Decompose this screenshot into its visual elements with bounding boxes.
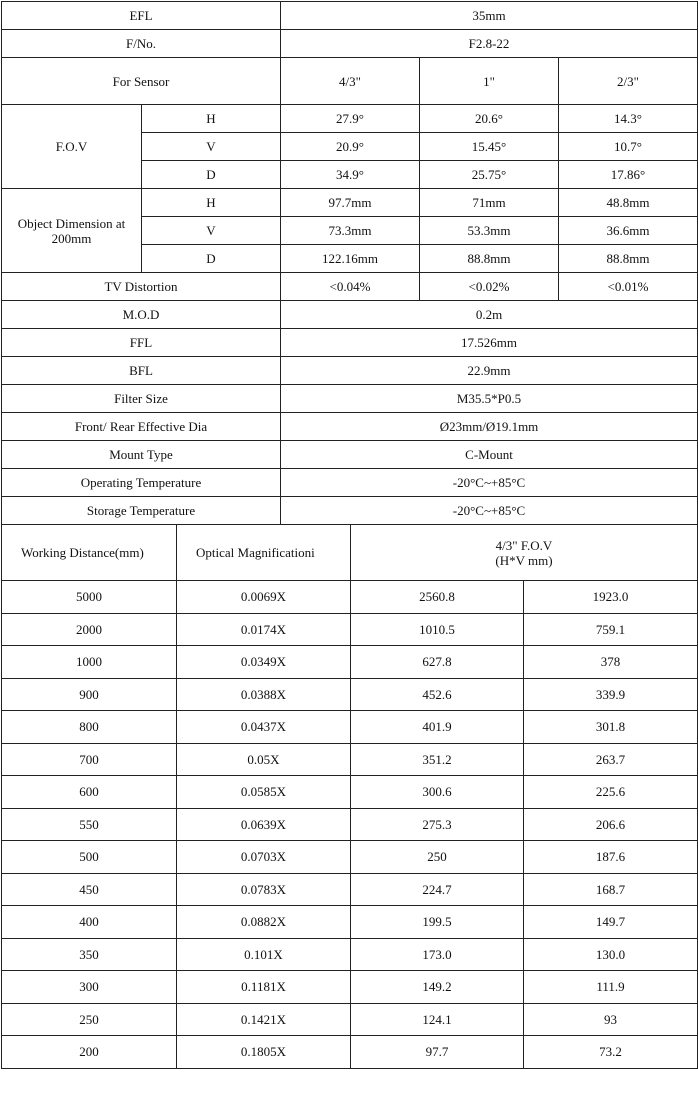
spec-row-operating-temp bbox=[2, 469, 698, 497]
fov-h-cell: 275.3 bbox=[351, 808, 524, 841]
effective-dia-label: Front/ Rear Effective Dia bbox=[2, 413, 281, 441]
working-distance-cell: 2000 bbox=[2, 613, 177, 646]
magnification-cell: 0.0783X bbox=[177, 873, 351, 906]
tv-distortion-value: <0.02% bbox=[420, 273, 559, 301]
objdim-value: 36.6mm bbox=[559, 217, 698, 245]
table-row bbox=[2, 711, 698, 744]
fov-header-line2: (H*V mm) bbox=[495, 552, 553, 568]
table-row bbox=[2, 906, 698, 939]
working-distance-cell: 550 bbox=[2, 808, 177, 841]
sensor-col-4-3: 4/3" bbox=[281, 58, 420, 105]
ffl-value: 17.526mm bbox=[281, 329, 698, 357]
objdim-row-h bbox=[2, 189, 698, 217]
magnification-cell: 0.0585X bbox=[177, 776, 351, 809]
fov-h-cell: 401.9 bbox=[351, 711, 524, 744]
objdim-value: 122.16mm bbox=[281, 245, 420, 273]
tv-distortion-value: <0.01% bbox=[559, 273, 698, 301]
table-row bbox=[2, 1036, 698, 1069]
fov-v-cell: 149.7 bbox=[524, 906, 698, 939]
spec-row-sensor bbox=[2, 58, 698, 105]
fov-axis: H bbox=[142, 105, 281, 133]
objdim-value: 53.3mm bbox=[420, 217, 559, 245]
fov-value: 10.7° bbox=[559, 133, 698, 161]
working-distance-table bbox=[1, 524, 698, 1069]
sensor-label: For Sensor bbox=[2, 58, 281, 105]
fov-v-cell: 225.6 bbox=[524, 776, 698, 809]
objdim-axis: D bbox=[142, 245, 281, 273]
fov-axis: V bbox=[142, 133, 281, 161]
fov-header-line1: 4/3" F.O.V bbox=[495, 537, 553, 553]
fov-h-cell: 124.1 bbox=[351, 1003, 524, 1036]
working-distance-header-row bbox=[2, 525, 698, 581]
filter-size-label: Filter Size bbox=[2, 385, 281, 413]
efl-label: EFL bbox=[2, 2, 281, 30]
table-row bbox=[2, 971, 698, 1004]
fov-v-cell: 301.8 bbox=[524, 711, 698, 744]
efl-value: 35mm bbox=[281, 2, 698, 30]
fov-h-cell: 300.6 bbox=[351, 776, 524, 809]
spec-row-tv-distortion bbox=[2, 273, 698, 301]
spec-row-mount-type bbox=[2, 441, 698, 469]
table-row bbox=[2, 678, 698, 711]
operating-temp-value: -20°C~+85°C bbox=[281, 469, 698, 497]
magnification-cell: 0.1421X bbox=[177, 1003, 351, 1036]
objdim-value: 88.8mm bbox=[420, 245, 559, 273]
fno-label: F/No. bbox=[2, 30, 281, 58]
tv-distortion-value: <0.04% bbox=[281, 273, 420, 301]
fov-value: 25.75° bbox=[420, 161, 559, 189]
fov-h-cell: 1010.5 bbox=[351, 613, 524, 646]
bfl-value: 22.9mm bbox=[281, 357, 698, 385]
magnification-cell: 0.0388X bbox=[177, 678, 351, 711]
spec-row-fno bbox=[2, 30, 698, 58]
table-row bbox=[2, 613, 698, 646]
spec-row-bfl bbox=[2, 357, 698, 385]
spec-row-ffl bbox=[2, 329, 698, 357]
working-distance-cell: 200 bbox=[2, 1036, 177, 1069]
fno-value: F2.8-22 bbox=[281, 30, 698, 58]
storage-temp-value: -20°C~+85°C bbox=[281, 497, 698, 525]
working-distance-cell: 350 bbox=[2, 938, 177, 971]
fov-h-cell: 97.7 bbox=[351, 1036, 524, 1069]
fov-h-cell: 250 bbox=[351, 841, 524, 874]
magnification-cell: 0.0882X bbox=[177, 906, 351, 939]
working-distance-cell: 1000 bbox=[2, 646, 177, 679]
table-row bbox=[2, 938, 698, 971]
spec-row-mod bbox=[2, 301, 698, 329]
working-distance-cell: 900 bbox=[2, 678, 177, 711]
objdim-axis: V bbox=[142, 217, 281, 245]
objdim-axis: H bbox=[142, 189, 281, 217]
objdim-value: 97.7mm bbox=[281, 189, 420, 217]
fov-v-cell: 187.6 bbox=[524, 841, 698, 874]
effective-dia-value: Ø23mm/Ø19.1mm bbox=[281, 413, 698, 441]
table-row bbox=[2, 808, 698, 841]
bfl-label: BFL bbox=[2, 357, 281, 385]
magnification-cell: 0.1181X bbox=[177, 971, 351, 1004]
fov-value: 20.6° bbox=[420, 105, 559, 133]
fov-value: 20.9° bbox=[281, 133, 420, 161]
fov-value: 27.9° bbox=[281, 105, 420, 133]
fov-v-cell: 759.1 bbox=[524, 613, 698, 646]
fov-h-cell: 149.2 bbox=[351, 971, 524, 1004]
fov-v-cell: 206.6 bbox=[524, 808, 698, 841]
fov-value: 17.86° bbox=[559, 161, 698, 189]
fov-v-cell: 73.2 bbox=[524, 1036, 698, 1069]
storage-temp-label: Storage Temperature bbox=[2, 497, 281, 525]
magnification-cell: 0.0639X bbox=[177, 808, 351, 841]
mount-type-value: C-Mount bbox=[281, 441, 698, 469]
working-distance-cell: 250 bbox=[2, 1003, 177, 1036]
filter-size-value: M35.5*P0.5 bbox=[281, 385, 698, 413]
working-distance-cell: 400 bbox=[2, 906, 177, 939]
table-row bbox=[2, 646, 698, 679]
mod-value: 0.2m bbox=[281, 301, 698, 329]
fov-v-cell: 168.7 bbox=[524, 873, 698, 906]
working-distance-cell: 5000 bbox=[2, 581, 177, 614]
table-row bbox=[2, 873, 698, 906]
table-row bbox=[2, 1003, 698, 1036]
fov-v-cell: 130.0 bbox=[524, 938, 698, 971]
mod-label: M.O.D bbox=[2, 301, 281, 329]
ffl-label: FFL bbox=[2, 329, 281, 357]
working-distance-cell: 600 bbox=[2, 776, 177, 809]
magnification-cell: 0.0703X bbox=[177, 841, 351, 874]
fov-v-cell: 111.9 bbox=[524, 971, 698, 1004]
objdim-value: 48.8mm bbox=[559, 189, 698, 217]
sensor-col-2-3: 2/3" bbox=[559, 58, 698, 105]
operating-temp-label: Operating Temperature bbox=[2, 469, 281, 497]
fov-row-h bbox=[2, 105, 698, 133]
fov-h-cell: 452.6 bbox=[351, 678, 524, 711]
sensor-col-1: 1" bbox=[420, 58, 559, 105]
magnification-cell: 0.0069X bbox=[177, 581, 351, 614]
lens-spec-sheet bbox=[1, 1, 697, 1069]
magnification-cell: 0.0174X bbox=[177, 613, 351, 646]
objdim-value: 71mm bbox=[420, 189, 559, 217]
fov-v-cell: 263.7 bbox=[524, 743, 698, 776]
magnification-cell: 0.05X bbox=[177, 743, 351, 776]
fov-h-cell: 199.5 bbox=[351, 906, 524, 939]
fov-h-cell: 2560.8 bbox=[351, 581, 524, 614]
objdim-label: Object Dimension at 200mm bbox=[2, 189, 142, 273]
table-row bbox=[2, 581, 698, 614]
working-distance-cell: 300 bbox=[2, 971, 177, 1004]
fov-v-cell: 339.9 bbox=[524, 678, 698, 711]
spec-row-filter-size bbox=[2, 385, 698, 413]
fov-value: 14.3° bbox=[559, 105, 698, 133]
tv-distortion-label: TV Distortion bbox=[2, 273, 281, 301]
spec-row-efl bbox=[2, 2, 698, 30]
working-distance-cell: 700 bbox=[2, 743, 177, 776]
working-distance-cell: 800 bbox=[2, 711, 177, 744]
working-distance-cell: 500 bbox=[2, 841, 177, 874]
fov-h-cell: 627.8 bbox=[351, 646, 524, 679]
fov-hv-header bbox=[351, 525, 698, 581]
optical-magnification-header: Optical Magnificationi bbox=[177, 525, 351, 581]
table-row bbox=[2, 776, 698, 809]
magnification-cell: 0.1805X bbox=[177, 1036, 351, 1069]
fov-v-cell: 93 bbox=[524, 1003, 698, 1036]
fov-value: 15.45° bbox=[420, 133, 559, 161]
fov-h-cell: 351.2 bbox=[351, 743, 524, 776]
working-distance-cell: 450 bbox=[2, 873, 177, 906]
magnification-cell: 0.0349X bbox=[177, 646, 351, 679]
mount-type-label: Mount Type bbox=[2, 441, 281, 469]
table-row bbox=[2, 841, 698, 874]
fov-h-cell: 173.0 bbox=[351, 938, 524, 971]
fov-h-cell: 224.7 bbox=[351, 873, 524, 906]
table-row bbox=[2, 743, 698, 776]
fov-axis: D bbox=[142, 161, 281, 189]
lens-spec-table bbox=[1, 1, 698, 525]
fov-v-cell: 378 bbox=[524, 646, 698, 679]
spec-row-effective-dia bbox=[2, 413, 698, 441]
magnification-cell: 0.101X bbox=[177, 938, 351, 971]
fov-v-cell: 1923.0 bbox=[524, 581, 698, 614]
working-distance-header: Working Distance(mm) bbox=[2, 525, 177, 581]
magnification-cell: 0.0437X bbox=[177, 711, 351, 744]
spec-row-storage-temp bbox=[2, 497, 698, 525]
fov-label: F.O.V bbox=[2, 105, 142, 189]
fov-value: 34.9° bbox=[281, 161, 420, 189]
objdim-value: 88.8mm bbox=[559, 245, 698, 273]
objdim-value: 73.3mm bbox=[281, 217, 420, 245]
